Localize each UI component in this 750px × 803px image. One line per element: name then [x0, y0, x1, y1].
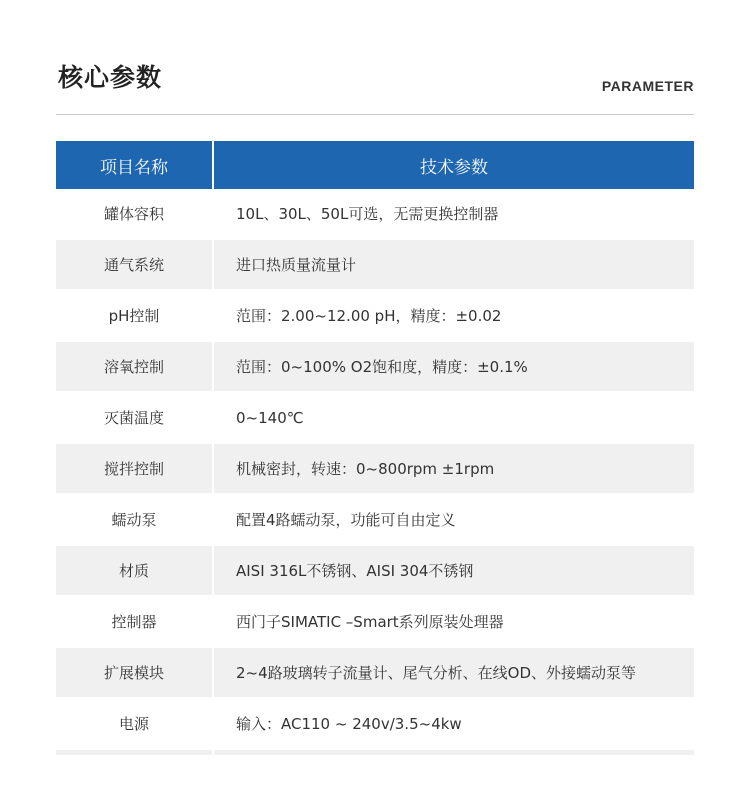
table-row — [56, 444, 694, 493]
row-name: 扩展模块 — [56, 648, 212, 697]
table-row — [56, 342, 694, 391]
row-value: 2~4路玻璃转子流量计、尾气分析、在线OD、外接蠕动泵等 — [214, 648, 694, 697]
row-value: 输入：AC110 ~ 240v/3.5~4kw — [214, 699, 694, 748]
row-name: 罐体容积 — [56, 189, 212, 238]
row-value: 范围：0~100% O2饱和度，精度：±0.1% — [214, 342, 694, 391]
row-value: 西门子SIMATIC –Smart系列原装处理器 — [214, 597, 694, 646]
page-subtitle: PARAMETER — [601, 78, 694, 94]
row-name: pH控制 — [56, 291, 212, 340]
row-value — [214, 750, 694, 755]
table-row — [56, 189, 694, 238]
row-value: 10L、30L、50L可选，无需更换控制器 — [214, 189, 694, 238]
table-row — [56, 546, 694, 595]
row-name: 控制器 — [56, 597, 212, 646]
row-name: 蠕动泵 — [56, 495, 212, 544]
row-name: 搅拌控制 — [56, 444, 212, 493]
table-row — [56, 699, 694, 748]
row-name — [56, 750, 212, 755]
table-row — [56, 240, 694, 289]
table-row-partial — [56, 750, 694, 755]
row-name: 灭菌温度 — [56, 393, 212, 442]
table-row — [56, 393, 694, 442]
column-header-name: 项目名称 — [56, 141, 212, 189]
page-title: 核心参数 — [58, 63, 163, 92]
column-header-value: 技术参数 — [214, 141, 694, 189]
parameter-table — [56, 141, 694, 755]
row-name: 电源 — [56, 699, 212, 748]
table-header-row — [56, 141, 694, 189]
row-value: 范围：2.00~12.00 pH，精度：±0.02 — [214, 291, 694, 340]
row-value: 进口热质量流量计 — [214, 240, 694, 289]
row-value: 机械密封，转速：0~800rpm ±1rpm — [214, 444, 694, 493]
table-row — [56, 648, 694, 697]
row-value: AISI 316L不锈钢、AISI 304不锈钢 — [214, 546, 694, 595]
row-name: 材质 — [56, 546, 212, 595]
row-name: 通气系统 — [56, 240, 212, 289]
row-name: 溶氧控制 — [56, 342, 212, 391]
table-row — [56, 495, 694, 544]
row-value: 配置4路蠕动泵，功能可自由定义 — [214, 495, 694, 544]
table-row — [56, 291, 694, 340]
row-value: 0~140℃ — [214, 393, 694, 442]
table-row — [56, 597, 694, 646]
title-divider — [56, 114, 694, 115]
